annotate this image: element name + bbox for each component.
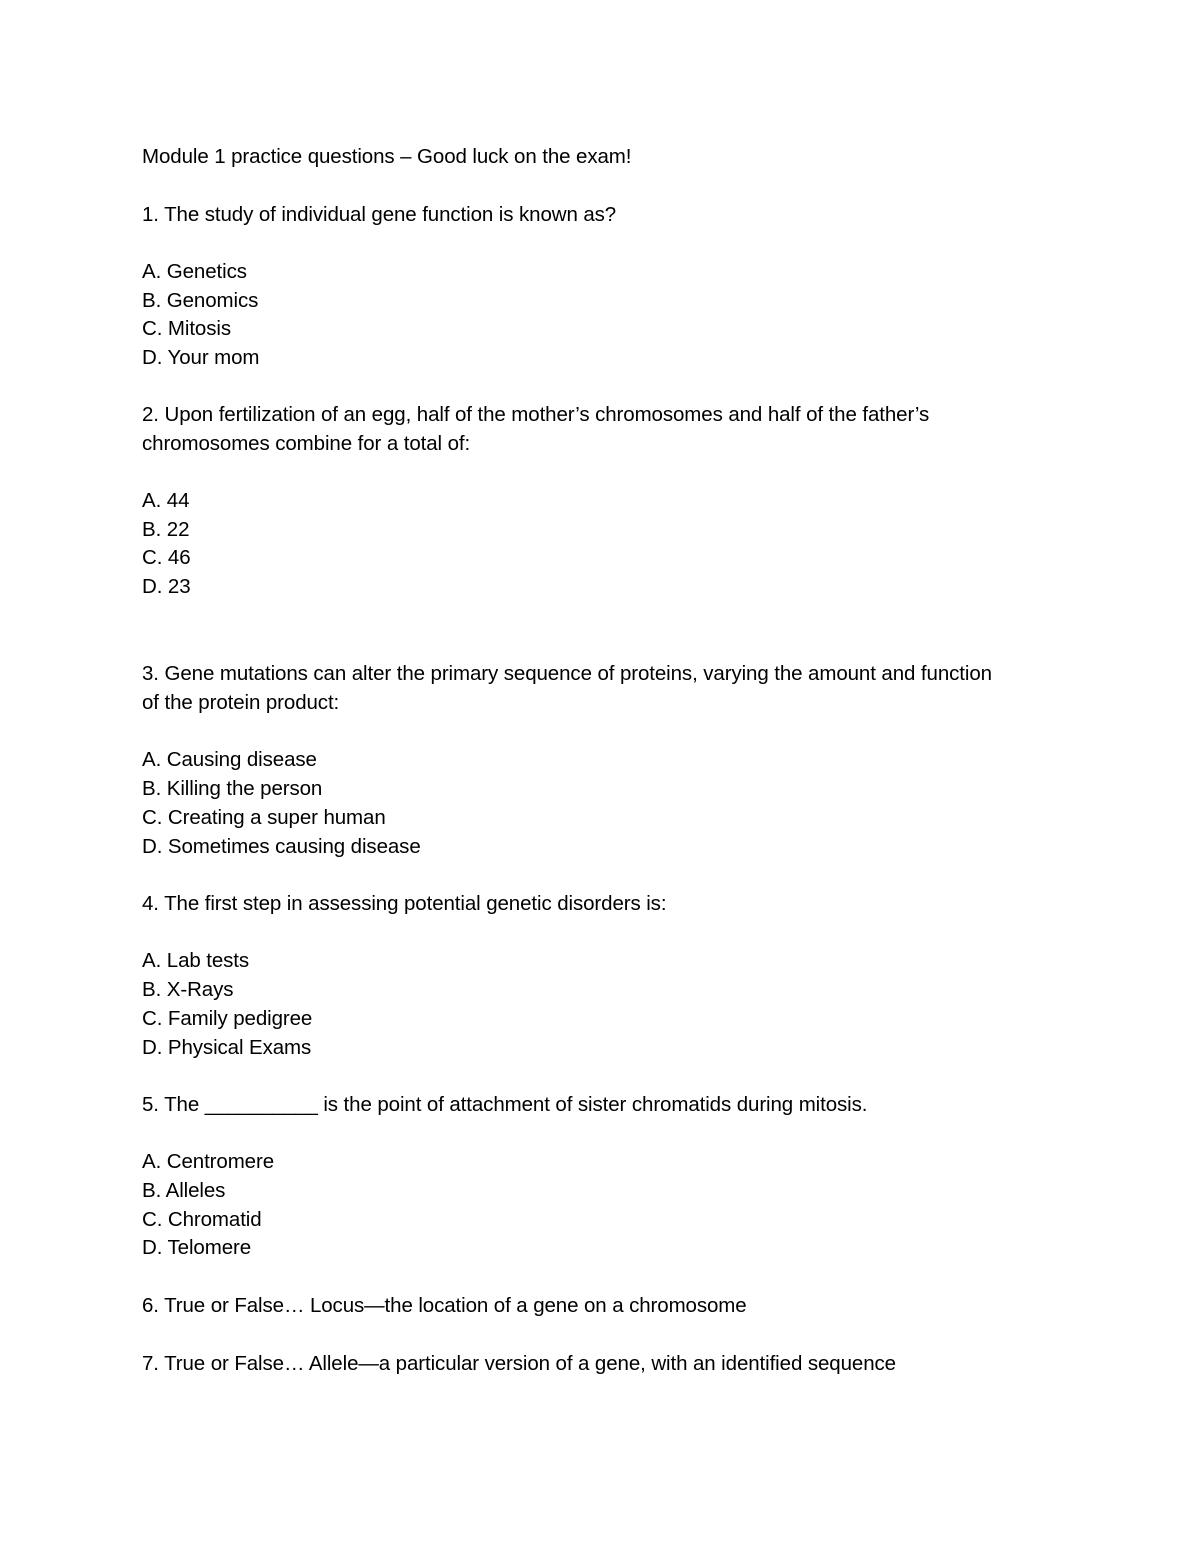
question-4-option-b: B. X-Rays (142, 978, 234, 1001)
question-3-option-a: A. Causing disease (142, 748, 317, 771)
question-3-text-continued: of the protein product: (142, 691, 340, 714)
question-5-option-d: D. Telomere (142, 1236, 252, 1259)
question-7-text: 7. True or False… Allele—a particular version of a gene, with an identified sequence (142, 1352, 896, 1375)
question-1-text: 1. The study of individual gene function is known as? (142, 203, 617, 226)
question-1-option-d: D. Your mom (142, 346, 260, 369)
question-2-option-a: A. 44 (142, 489, 190, 512)
question-2-option-c: C. 46 (142, 546, 191, 569)
question-6-text: 6. True or False… Locus—the location of a gene on a chromosome (142, 1294, 747, 1317)
question-2-text-continued: chromosomes combine for a total of: (142, 432, 471, 455)
question-4-option-c: C. Family pedigree (142, 1007, 313, 1030)
question-2-text: 2. Upon fertilization of an egg, half of the mother’s chromosomes and half of the father’s (142, 403, 930, 426)
question-3-option-d: D. Sometimes causing disease (142, 835, 421, 858)
question-3-text: 3. Gene mutations can alter the primary sequence of proteins, varying the amount and function (142, 662, 992, 685)
question-5-option-a: A. Centromere (142, 1150, 275, 1173)
question-3-option-c: C. Creating a super human (142, 806, 386, 829)
question-2-option-b: B. 22 (142, 518, 190, 541)
question-2-option-d: D. 23 (142, 575, 191, 598)
question-5-option-c: C. Chromatid (142, 1208, 262, 1231)
question-1-option-a: A. Genetics (142, 260, 247, 283)
question-4-option-a: A. Lab tests (142, 949, 250, 972)
document-title: Module 1 practice questions – Good luck on the exam! (142, 145, 632, 168)
question-1-option-c: C. Mitosis (142, 317, 231, 340)
question-5-option-b: B. Alleles (142, 1179, 226, 1202)
question-5-text: 5. The __________ is the point of attachment of sister chromatids during mitosis. (142, 1093, 868, 1116)
question-1-option-b: B. Genomics (142, 289, 259, 312)
question-4-text: 4. The first step in assessing potential genetic disorders is: (142, 892, 667, 915)
question-4-option-d: D. Physical Exams (142, 1036, 312, 1059)
question-3-option-b: B. Killing the person (142, 777, 323, 800)
